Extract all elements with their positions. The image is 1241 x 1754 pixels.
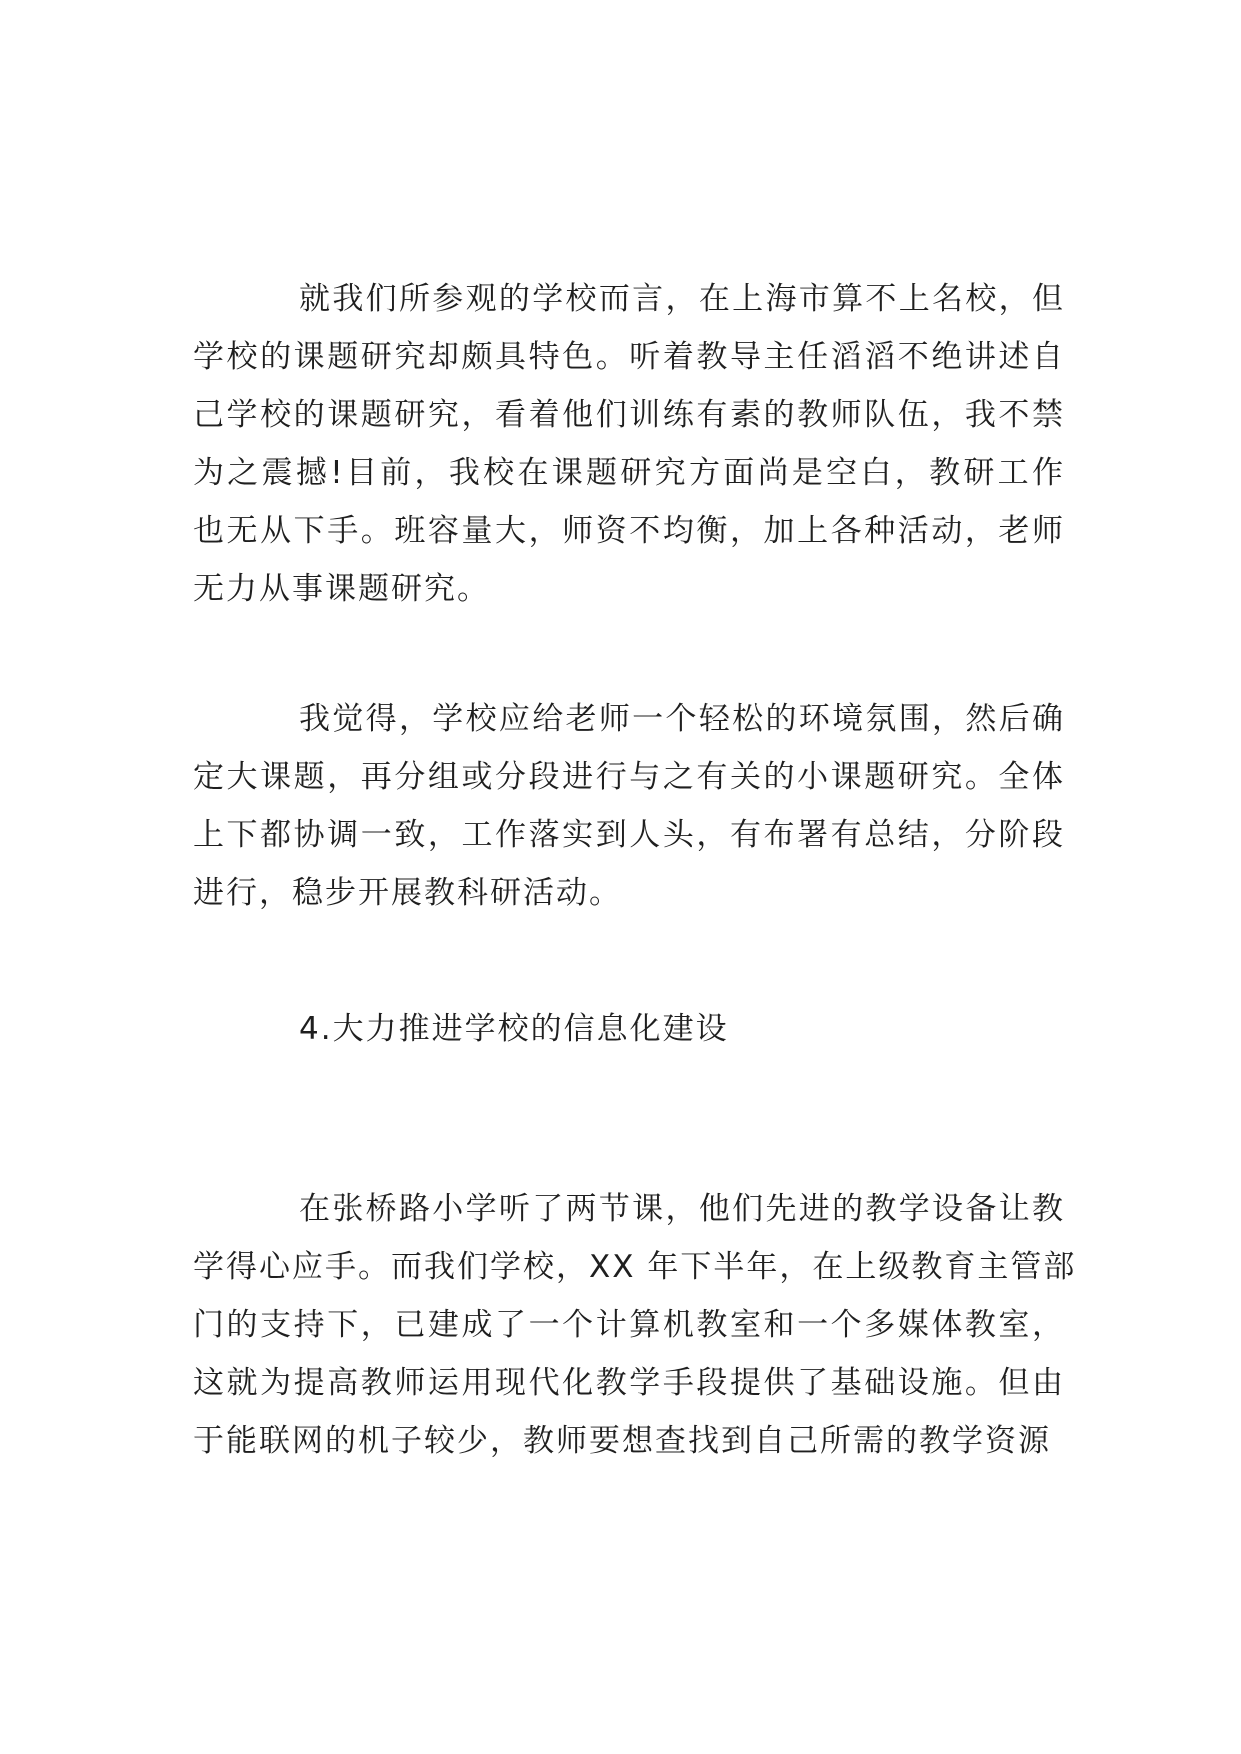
paragraph-line: 进行，稳步开展教科研活动。 [193, 875, 622, 911]
paragraph-school-research [193, 270, 1065, 618]
paragraph-line: 学得心应手。而我们学校，XX 年下半年，在上级教育主管部 [193, 1249, 1077, 1285]
paragraph-line: 这就为提高教师运用现代化教学手段提供了基础设施。但由 [193, 1365, 1065, 1401]
paragraph-line: 就我们所参观的学校而言，在上海市算不上名校，但 [299, 281, 1065, 317]
paragraph-informatization [193, 1180, 1077, 1470]
paragraph-line: 为之震撼!目前，我校在课题研究方面尚是空白，教研工作 [193, 455, 1065, 491]
paragraph-line: 上下都协调一致，工作落实到人头，有布署有总结，分阶段 [193, 817, 1065, 853]
paragraph-suggestion [193, 690, 1065, 922]
paragraph-line: 门的支持下，已建成了一个计算机教室和一个多媒体教室， [193, 1307, 1065, 1343]
paragraph-line: 也无从下手。班容量大，师资不均衡，加上各种活动，老师 [193, 513, 1065, 549]
paragraph-line: 学校的课题研究却颇具特色。听着教导主任滔滔不绝讲述自 [193, 339, 1065, 375]
paragraph-line: 己学校的课题研究，看着他们训练有素的教师队伍，我不禁 [193, 397, 1065, 433]
paragraph-line: 无力从事课题研究。 [193, 571, 490, 607]
section-heading [193, 1000, 1065, 1058]
paragraph-line: 在张桥路小学听了两节课，他们先进的教学设备让教 [299, 1191, 1065, 1227]
paragraph-line: 我觉得，学校应给老师一个轻松的环境氛围，然后确 [299, 701, 1065, 737]
paragraph-line: 于能联网的机子较少，教师要想查找到自己所需的教学资源 [193, 1423, 1051, 1459]
paragraph-line: 定大课题，再分组或分段进行与之有关的小课题研究。全体 [193, 759, 1065, 795]
section-heading-text: 4.大力推进学校的信息化建设 [299, 1011, 729, 1047]
